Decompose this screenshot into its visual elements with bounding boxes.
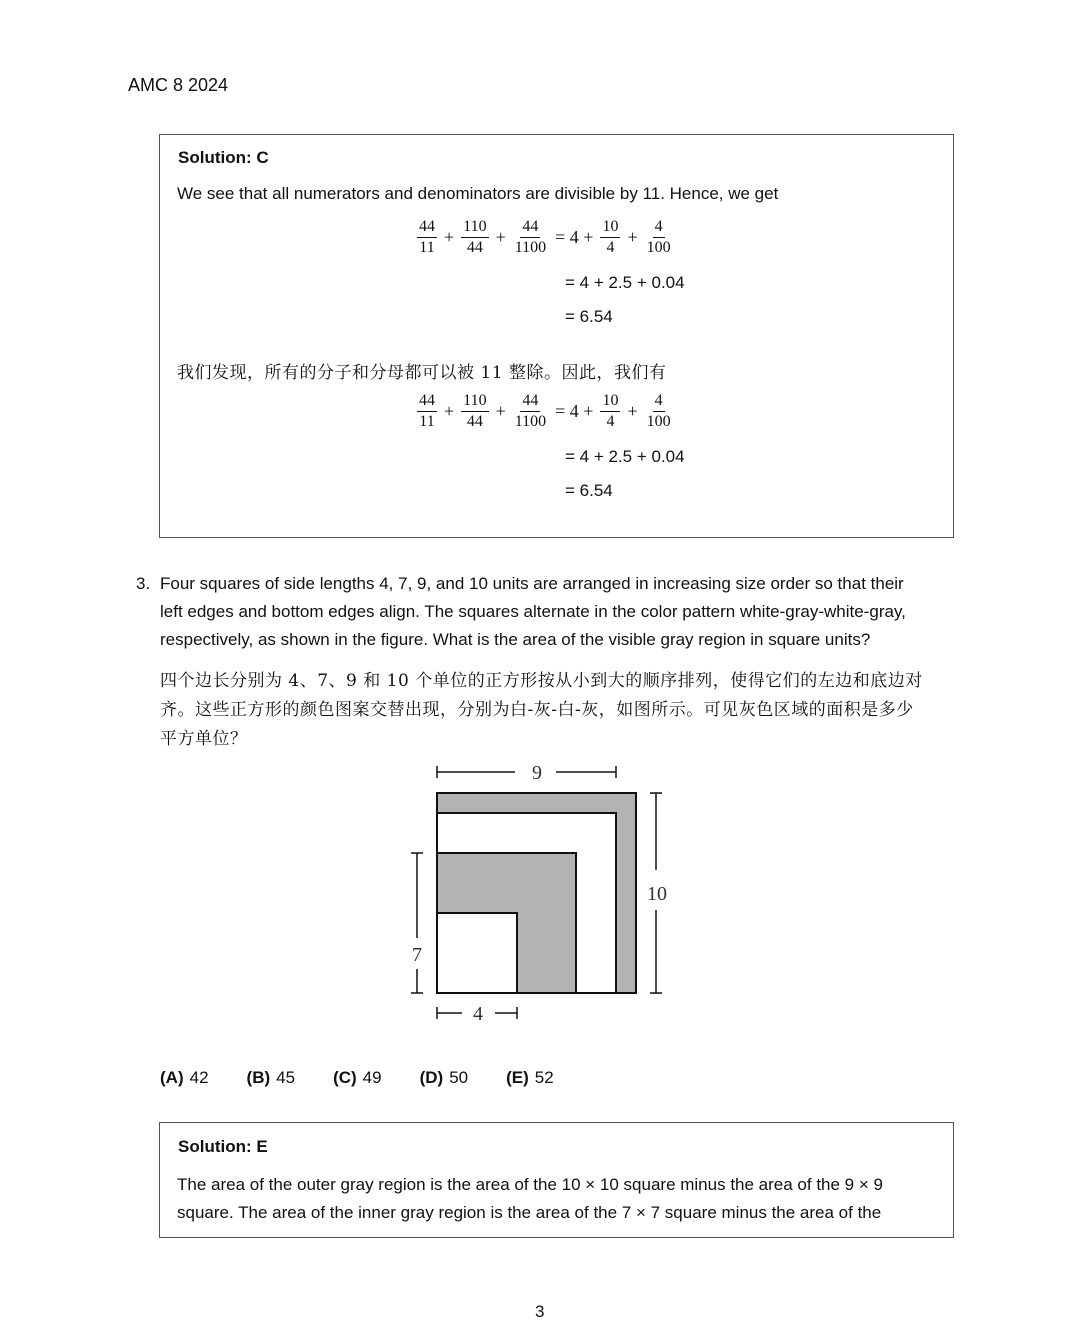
problem-text-cn-line: 四个边长分别为 4、7、9 和 10 个单位的正方形按从小到大的顺序排列，使得它们的左边和底边对 <box>160 671 923 691</box>
label-10: 10 <box>647 883 667 905</box>
fraction: $\frac{110}{44}$ <box>463 392 487 430</box>
choice-a: (A) 42 <box>160 1068 209 1087</box>
fraction: $\frac{44}{11}$ <box>419 218 435 256</box>
problem-text-cn-line: 齐。这些正方形的颜色图案交替出现，分别为白-灰-白-灰，如图所示。可见灰色区域的面积是多少 <box>160 700 914 720</box>
fraction: $\frac{44}{1100}$ <box>514 392 547 430</box>
equation-step-3-cn: = 6.54 <box>565 481 613 500</box>
page-number: 3 <box>535 1302 545 1321</box>
problem-text-line: Four squares of side lengths 4, 7, 9, and 10 units are arranged in increasing size order so that their <box>160 574 904 593</box>
dimension-7 <box>411 853 423 993</box>
page-header: AMC 8 2024 <box>128 75 229 95</box>
fraction: $\frac{10}{4}$ <box>602 218 619 256</box>
equation-step-3: = 6.54 <box>565 307 613 326</box>
fraction: $\frac{4}{100}$ <box>646 218 671 256</box>
solution-text-en: We see that all numerators and denominators are divisible by 11. Hence, we get <box>177 184 779 203</box>
square-4-white <box>437 913 517 993</box>
solution-title: Solution: C <box>178 148 269 167</box>
equation-step-2-cn: = 4 + 2.5 + 0.04 <box>565 447 685 466</box>
problem-text-line: left edges and bottom edges align. The squares alternate in the color pattern white-gray-white-gray, <box>160 602 906 621</box>
solution-text-cn: 我们发现，所有的分子和分母都可以被 11 整除。因此，我们有 <box>177 363 667 383</box>
squares-figure <box>400 755 690 1035</box>
choice-d: (D) 50 <box>419 1068 469 1087</box>
label-4: 4 <box>473 1003 483 1025</box>
choice-b: (B) 45 <box>246 1068 296 1087</box>
equation-step-2: = 4 + 2.5 + 0.04 <box>565 273 685 292</box>
label-9: 9 <box>532 762 542 784</box>
solution-text-line: square. The area of the inner gray region is the area of the 7 × 7 square minus the area of the <box>177 1203 882 1222</box>
equation-line-1: $\frac{44}{11}$ + $\frac{110}{44}$ + $\frac{44}{1100}$ = 4 + $\frac{10}{4}$ + $\frac{4}{100}$ <box>419 218 671 256</box>
fraction: $\frac{10}{4}$ <box>602 392 619 430</box>
problem-number: 3. <box>136 574 151 593</box>
fraction: $\frac{44}{1100}$ <box>514 218 547 256</box>
dimension-9 <box>437 766 616 778</box>
fraction: $\frac{4}{100}$ <box>646 392 671 430</box>
fraction: $\frac{44}{11}$ <box>419 392 435 430</box>
fraction: $\frac{110}{44}$ <box>463 218 487 256</box>
choice-c: (C) 49 <box>333 1068 382 1087</box>
equation-line-1-cn: $\frac{44}{11}$ + $\frac{110}{44}$ + $\frac{44}{1100}$ = 4 + $\frac{10}{4}$ + $\frac{4}{100}$ <box>419 392 671 430</box>
problem-text-cn-line: 平方单位？ <box>160 729 248 749</box>
solution-title: Solution: E <box>178 1137 268 1156</box>
problem-text-line: respectively, as shown in the figure. What is the area of the visible gray region in square units? <box>160 630 871 649</box>
answer-choices <box>160 1068 592 1088</box>
choice-e: (E) 52 <box>506 1068 554 1087</box>
label-7: 7 <box>412 944 422 966</box>
solution-text-line: The area of the outer gray region is the area of the 10 × 10 square minus the area of the 9 × 9 <box>177 1175 883 1194</box>
